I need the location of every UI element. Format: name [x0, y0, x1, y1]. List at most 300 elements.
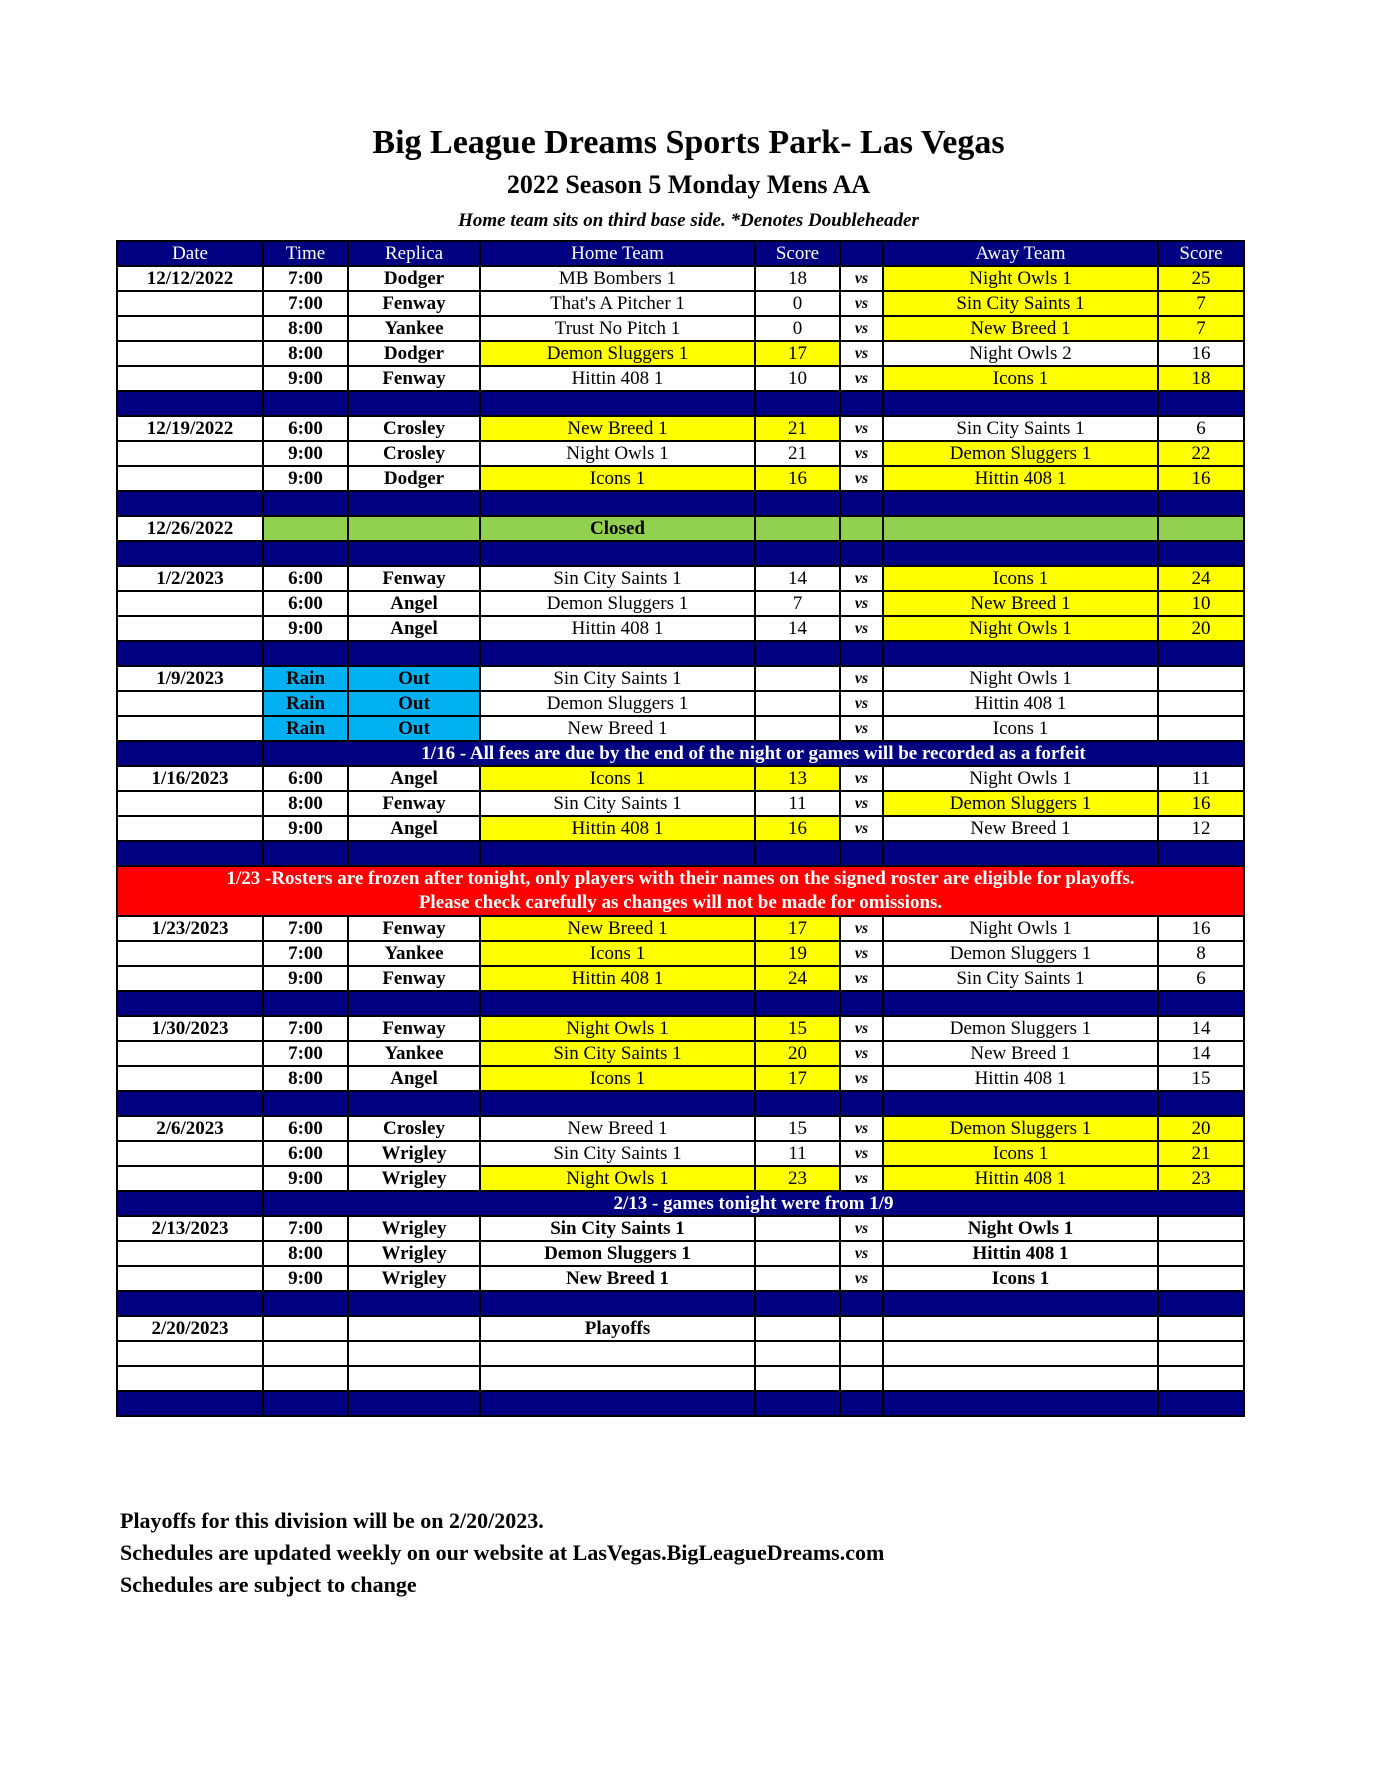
game-row	[117, 791, 1244, 816]
game-time: 6:00	[263, 591, 348, 616]
spacer-cell	[263, 1391, 348, 1416]
away-score: 6	[1158, 966, 1244, 991]
spacer-cell	[1158, 1091, 1244, 1116]
empty-row	[117, 1366, 1244, 1391]
away-score: 15	[1158, 1066, 1244, 1091]
vs-label: vs	[840, 591, 883, 616]
note-row	[117, 1191, 1244, 1216]
spacer-cell	[840, 391, 883, 416]
blank-cell	[117, 1341, 263, 1366]
spacer-cell	[117, 1091, 263, 1116]
blank-cell	[755, 1341, 840, 1366]
away-score: 21	[1158, 1141, 1244, 1166]
spacer-cell	[263, 991, 348, 1016]
spacer-row	[117, 641, 1244, 666]
game-time: Rain	[263, 666, 348, 691]
game-date	[117, 466, 263, 491]
game-date: 12/12/2022	[117, 266, 263, 291]
spacer-cell	[117, 491, 263, 516]
playoffs-label: Playoffs	[480, 1316, 755, 1341]
spacer-cell	[1158, 541, 1244, 566]
note-blank	[117, 1191, 263, 1216]
game-date	[117, 716, 263, 741]
game-row	[117, 441, 1244, 466]
home-team: New Breed 1	[480, 1116, 755, 1141]
spacer-row	[117, 1391, 1244, 1416]
home-score: 10	[755, 366, 840, 391]
home-team: Hittin 408 1	[480, 816, 755, 841]
game-row	[117, 1041, 1244, 1066]
vs-label: vs	[840, 466, 883, 491]
home-team: Demon Sluggers 1	[480, 1241, 755, 1266]
home-team: Trust No Pitch 1	[480, 316, 755, 341]
home-score: 16	[755, 466, 840, 491]
spacer-cell	[755, 391, 840, 416]
away-score: 14	[1158, 1041, 1244, 1066]
spacer-cell	[755, 541, 840, 566]
vs-label: vs	[840, 791, 883, 816]
game-replica: Angel	[348, 816, 480, 841]
blank-cell	[840, 1316, 883, 1341]
game-row	[117, 466, 1244, 491]
away-team: Night Owls 2	[883, 341, 1158, 366]
spacer-cell	[117, 1391, 263, 1416]
away-score: 16	[1158, 341, 1244, 366]
spacer-cell	[480, 1091, 755, 1116]
game-time: 6:00	[263, 1116, 348, 1141]
footer-disclaimer: Schedules are subject to change	[120, 1572, 417, 1597]
vs-label: vs	[840, 441, 883, 466]
game-row	[117, 341, 1244, 366]
blank-cell	[263, 1366, 348, 1391]
spacer-cell	[755, 1291, 840, 1316]
home-score: 7	[755, 591, 840, 616]
spacer-cell	[1158, 391, 1244, 416]
game-replica: Yankee	[348, 941, 480, 966]
home-score: 15	[755, 1116, 840, 1141]
vs-label: vs	[840, 1141, 883, 1166]
blank-cell	[883, 1341, 1158, 1366]
vs-label: vs	[840, 416, 883, 441]
playoffs-date: 2/20/2023	[117, 1316, 263, 1341]
game-replica: Wrigley	[348, 1266, 480, 1291]
away-score	[1158, 716, 1244, 741]
away-score: 25	[1158, 266, 1244, 291]
game-replica: Wrigley	[348, 1241, 480, 1266]
spacer-cell	[480, 1391, 755, 1416]
game-row	[117, 766, 1244, 791]
home-score: 13	[755, 766, 840, 791]
home-score	[755, 1216, 840, 1241]
game-time: Rain	[263, 691, 348, 716]
note-row	[117, 741, 1244, 766]
col-away-score: Score	[1158, 241, 1244, 266]
col-away-team: Away Team	[883, 241, 1158, 266]
game-date	[117, 816, 263, 841]
spacer-cell	[348, 841, 480, 866]
spacer-cell	[117, 641, 263, 666]
home-team: Hittin 408 1	[480, 966, 755, 991]
closed-row	[117, 516, 1244, 541]
game-date	[117, 316, 263, 341]
spacer-cell	[883, 1091, 1158, 1116]
away-score: 20	[1158, 1116, 1244, 1141]
home-score: 21	[755, 441, 840, 466]
spacer-cell	[348, 641, 480, 666]
game-date: 1/16/2023	[117, 766, 263, 791]
away-score: 18	[1158, 366, 1244, 391]
away-team: Icons 1	[883, 566, 1158, 591]
game-date	[117, 1241, 263, 1266]
game-replica: Out	[348, 691, 480, 716]
blank-cell	[1158, 1341, 1244, 1366]
spacer-cell	[348, 991, 480, 1016]
home-team: Night Owls 1	[480, 1166, 755, 1191]
away-score: 22	[1158, 441, 1244, 466]
green-cell	[840, 516, 883, 541]
home-score: 20	[755, 1041, 840, 1066]
blank-cell	[348, 1316, 480, 1341]
spacer-cell	[480, 491, 755, 516]
blank-cell	[1158, 1366, 1244, 1391]
game-replica: Angel	[348, 766, 480, 791]
blank-cell	[117, 1366, 263, 1391]
away-team: New Breed 1	[883, 1041, 1158, 1066]
col-home-team: Home Team	[480, 241, 755, 266]
game-replica: Fenway	[348, 566, 480, 591]
blank-cell	[348, 1341, 480, 1366]
home-team: Night Owls 1	[480, 441, 755, 466]
game-row	[117, 266, 1244, 291]
game-time: 7:00	[263, 266, 348, 291]
away-score: 14	[1158, 1016, 1244, 1041]
green-cell	[1158, 516, 1244, 541]
game-row	[117, 316, 1244, 341]
vs-label: vs	[840, 916, 883, 941]
away-team: New Breed 1	[883, 816, 1158, 841]
game-date	[117, 1141, 263, 1166]
away-score: 8	[1158, 941, 1244, 966]
spacer-cell	[840, 491, 883, 516]
away-team: Sin City Saints 1	[883, 416, 1158, 441]
home-score	[755, 691, 840, 716]
game-replica: Fenway	[348, 916, 480, 941]
green-cell	[755, 516, 840, 541]
home-score: 17	[755, 916, 840, 941]
home-score: 15	[755, 1016, 840, 1041]
vs-label: vs	[840, 716, 883, 741]
vs-label: vs	[840, 666, 883, 691]
spacer-cell	[263, 391, 348, 416]
game-time: 7:00	[263, 291, 348, 316]
green-cell	[883, 516, 1158, 541]
game-row	[117, 716, 1244, 741]
away-team: Icons 1	[883, 1266, 1158, 1291]
home-team: Demon Sluggers 1	[480, 691, 755, 716]
spacer-cell	[263, 541, 348, 566]
spacer-cell	[1158, 491, 1244, 516]
game-replica: Angel	[348, 591, 480, 616]
vs-label: vs	[840, 1216, 883, 1241]
note-text: 1/16 - All fees are due by the end of the night or games will be recorded as a forfeit	[263, 741, 1244, 766]
roster-alert	[117, 866, 1244, 916]
spacer-cell	[755, 841, 840, 866]
vs-label: vs	[840, 966, 883, 991]
game-replica: Crosley	[348, 1116, 480, 1141]
game-row	[117, 1216, 1244, 1241]
col-home-score: Score	[755, 241, 840, 266]
game-replica: Fenway	[348, 366, 480, 391]
page-title: Big League Dreams Sports Park- Las Vegas	[372, 124, 1005, 161]
game-time: 8:00	[263, 341, 348, 366]
away-score	[1158, 666, 1244, 691]
spacer-cell	[1158, 991, 1244, 1016]
game-time: 9:00	[263, 1266, 348, 1291]
home-team: Sin City Saints 1	[480, 666, 755, 691]
away-score: 7	[1158, 316, 1244, 341]
note-blank	[117, 741, 263, 766]
away-score: 20	[1158, 616, 1244, 641]
game-date	[117, 291, 263, 316]
game-time: 8:00	[263, 1066, 348, 1091]
away-score: 16	[1158, 916, 1244, 941]
spacer-cell	[117, 1291, 263, 1316]
spacer-cell	[348, 391, 480, 416]
game-row	[117, 366, 1244, 391]
blank-cell	[348, 1366, 480, 1391]
game-replica: Out	[348, 666, 480, 691]
game-time: 8:00	[263, 1241, 348, 1266]
game-row	[117, 616, 1244, 641]
game-replica: Wrigley	[348, 1166, 480, 1191]
away-team: Hittin 408 1	[883, 466, 1158, 491]
away-team: Night Owls 1	[883, 766, 1158, 791]
spacer-cell	[348, 1291, 480, 1316]
home-score: 23	[755, 1166, 840, 1191]
spacer-cell	[883, 491, 1158, 516]
game-time: Rain	[263, 716, 348, 741]
vs-label: vs	[840, 941, 883, 966]
home-team: Sin City Saints 1	[480, 1041, 755, 1066]
spacer-row	[117, 991, 1244, 1016]
spacer-cell	[480, 841, 755, 866]
footer-playoffs: Playoffs for this division will be on 2/20/2023.	[120, 1508, 544, 1533]
game-replica: Crosley	[348, 441, 480, 466]
home-team: Demon Sluggers 1	[480, 591, 755, 616]
vs-label: vs	[840, 766, 883, 791]
game-time: 9:00	[263, 816, 348, 841]
away-team: Hittin 408 1	[883, 1241, 1158, 1266]
game-time: 8:00	[263, 791, 348, 816]
vs-label: vs	[840, 291, 883, 316]
home-score: 14	[755, 566, 840, 591]
away-team: New Breed 1	[883, 591, 1158, 616]
spacer-cell	[883, 991, 1158, 1016]
game-time: 7:00	[263, 1016, 348, 1041]
home-score	[755, 716, 840, 741]
vs-label: vs	[840, 1041, 883, 1066]
vs-label: vs	[840, 341, 883, 366]
spacer-cell	[840, 1091, 883, 1116]
col-time: Time	[263, 241, 348, 266]
home-team: Icons 1	[480, 1066, 755, 1091]
game-replica: Dodger	[348, 466, 480, 491]
home-team: New Breed 1	[480, 916, 755, 941]
home-team: That's A Pitcher 1	[480, 291, 755, 316]
away-score: 24	[1158, 566, 1244, 591]
col-replica: Replica	[348, 241, 480, 266]
spacer-cell	[883, 1391, 1158, 1416]
vs-label: vs	[840, 1116, 883, 1141]
vs-label: vs	[840, 1066, 883, 1091]
home-team: Demon Sluggers 1	[480, 341, 755, 366]
game-replica: Dodger	[348, 266, 480, 291]
home-score	[755, 1241, 840, 1266]
game-time: 9:00	[263, 966, 348, 991]
blank-cell	[480, 1366, 755, 1391]
blank-cell	[840, 1366, 883, 1391]
blank-cell	[480, 1341, 755, 1366]
vs-label: vs	[840, 1241, 883, 1266]
game-replica: Fenway	[348, 1016, 480, 1041]
closed-label: Closed	[480, 516, 755, 541]
game-replica: Yankee	[348, 1041, 480, 1066]
away-score	[1158, 1241, 1244, 1266]
game-date	[117, 1066, 263, 1091]
home-team: Hittin 408 1	[480, 366, 755, 391]
spacer-cell	[348, 1391, 480, 1416]
game-date	[117, 441, 263, 466]
game-time: 7:00	[263, 941, 348, 966]
alert-line-1: 1/23 -Rosters are frozen after tonight, only players with their names on the signed roster are eligible for playoffs.	[226, 868, 1135, 889]
home-score: 21	[755, 416, 840, 441]
game-time: 6:00	[263, 1141, 348, 1166]
spacer-cell	[348, 1091, 480, 1116]
home-score: 17	[755, 341, 840, 366]
blank-cell	[755, 1316, 840, 1341]
spacer-cell	[263, 1291, 348, 1316]
home-score: 24	[755, 966, 840, 991]
green-cell	[263, 516, 348, 541]
away-team: Sin City Saints 1	[883, 966, 1158, 991]
spacer-cell	[263, 641, 348, 666]
alert-row	[117, 866, 1244, 916]
vs-label: vs	[840, 316, 883, 341]
game-time: 9:00	[263, 616, 348, 641]
spacer-cell	[480, 1291, 755, 1316]
vs-label: vs	[840, 566, 883, 591]
away-team: Night Owls 1	[883, 266, 1158, 291]
spacer-row	[117, 841, 1244, 866]
spacer-cell	[755, 991, 840, 1016]
away-team: Icons 1	[883, 716, 1158, 741]
home-team: Hittin 408 1	[480, 616, 755, 641]
game-row	[117, 1066, 1244, 1091]
away-score: 6	[1158, 416, 1244, 441]
blank-cell	[883, 1316, 1158, 1341]
game-time: 9:00	[263, 1166, 348, 1191]
away-team: Demon Sluggers 1	[883, 941, 1158, 966]
spacer-cell	[480, 641, 755, 666]
game-time: 6:00	[263, 566, 348, 591]
game-replica: Angel	[348, 616, 480, 641]
home-team: Night Owls 1	[480, 1016, 755, 1041]
away-score	[1158, 1216, 1244, 1241]
spacer-cell	[840, 991, 883, 1016]
header-note: Home team sits on third base side. *Denotes Doubleheader	[458, 210, 919, 231]
vs-label: vs	[840, 1266, 883, 1291]
away-team: Demon Sluggers 1	[883, 791, 1158, 816]
page-subtitle: 2022 Season 5 Monday Mens AA	[506, 170, 871, 199]
away-score: 16	[1158, 791, 1244, 816]
home-team: Sin City Saints 1	[480, 1216, 755, 1241]
game-time: 6:00	[263, 416, 348, 441]
blank-cell	[263, 1316, 348, 1341]
home-score: 16	[755, 816, 840, 841]
green-cell	[348, 516, 480, 541]
game-replica: Yankee	[348, 316, 480, 341]
blank-cell	[1158, 1316, 1244, 1341]
game-row	[117, 816, 1244, 841]
game-date: 12/19/2022	[117, 416, 263, 441]
home-score: 14	[755, 616, 840, 641]
vs-label: vs	[840, 691, 883, 716]
spacer-cell	[755, 491, 840, 516]
game-row	[117, 966, 1244, 991]
blank-cell	[883, 1366, 1158, 1391]
game-row	[117, 591, 1244, 616]
game-replica: Fenway	[348, 791, 480, 816]
away-team: Night Owls 1	[883, 616, 1158, 641]
away-team: Icons 1	[883, 1141, 1158, 1166]
spacer-cell	[755, 1391, 840, 1416]
game-replica: Angel	[348, 1066, 480, 1091]
spacer-row	[117, 391, 1244, 416]
home-team: Icons 1	[480, 466, 755, 491]
footer-website: Schedules are updated weekly on our website at LasVegas.BigLeagueDreams.com	[120, 1540, 885, 1565]
vs-label: vs	[840, 1016, 883, 1041]
game-row	[117, 1016, 1244, 1041]
spacer-cell	[1158, 1391, 1244, 1416]
game-row	[117, 916, 1244, 941]
home-team: Icons 1	[480, 766, 755, 791]
game-date: 2/6/2023	[117, 1116, 263, 1141]
spacer-row	[117, 1091, 1244, 1116]
spacer-row	[117, 491, 1244, 516]
spacer-cell	[755, 641, 840, 666]
away-team: Night Owls 1	[883, 1216, 1158, 1241]
header-row	[117, 241, 1244, 266]
game-replica: Crosley	[348, 416, 480, 441]
spacer-cell	[480, 541, 755, 566]
away-team: Icons 1	[883, 366, 1158, 391]
game-date	[117, 941, 263, 966]
away-team: Hittin 408 1	[883, 691, 1158, 716]
spacer-cell	[840, 641, 883, 666]
blank-cell	[755, 1366, 840, 1391]
game-date	[117, 691, 263, 716]
game-date: 1/23/2023	[117, 916, 263, 941]
away-team: Hittin 408 1	[883, 1166, 1158, 1191]
spacer-cell	[840, 1391, 883, 1416]
vs-label: vs	[840, 616, 883, 641]
closed-date: 12/26/2022	[117, 516, 263, 541]
home-team: New Breed 1	[480, 716, 755, 741]
game-row	[117, 1266, 1244, 1291]
spacer-cell	[883, 641, 1158, 666]
home-team: Sin City Saints 1	[480, 1141, 755, 1166]
away-team: Hittin 408 1	[883, 1066, 1158, 1091]
